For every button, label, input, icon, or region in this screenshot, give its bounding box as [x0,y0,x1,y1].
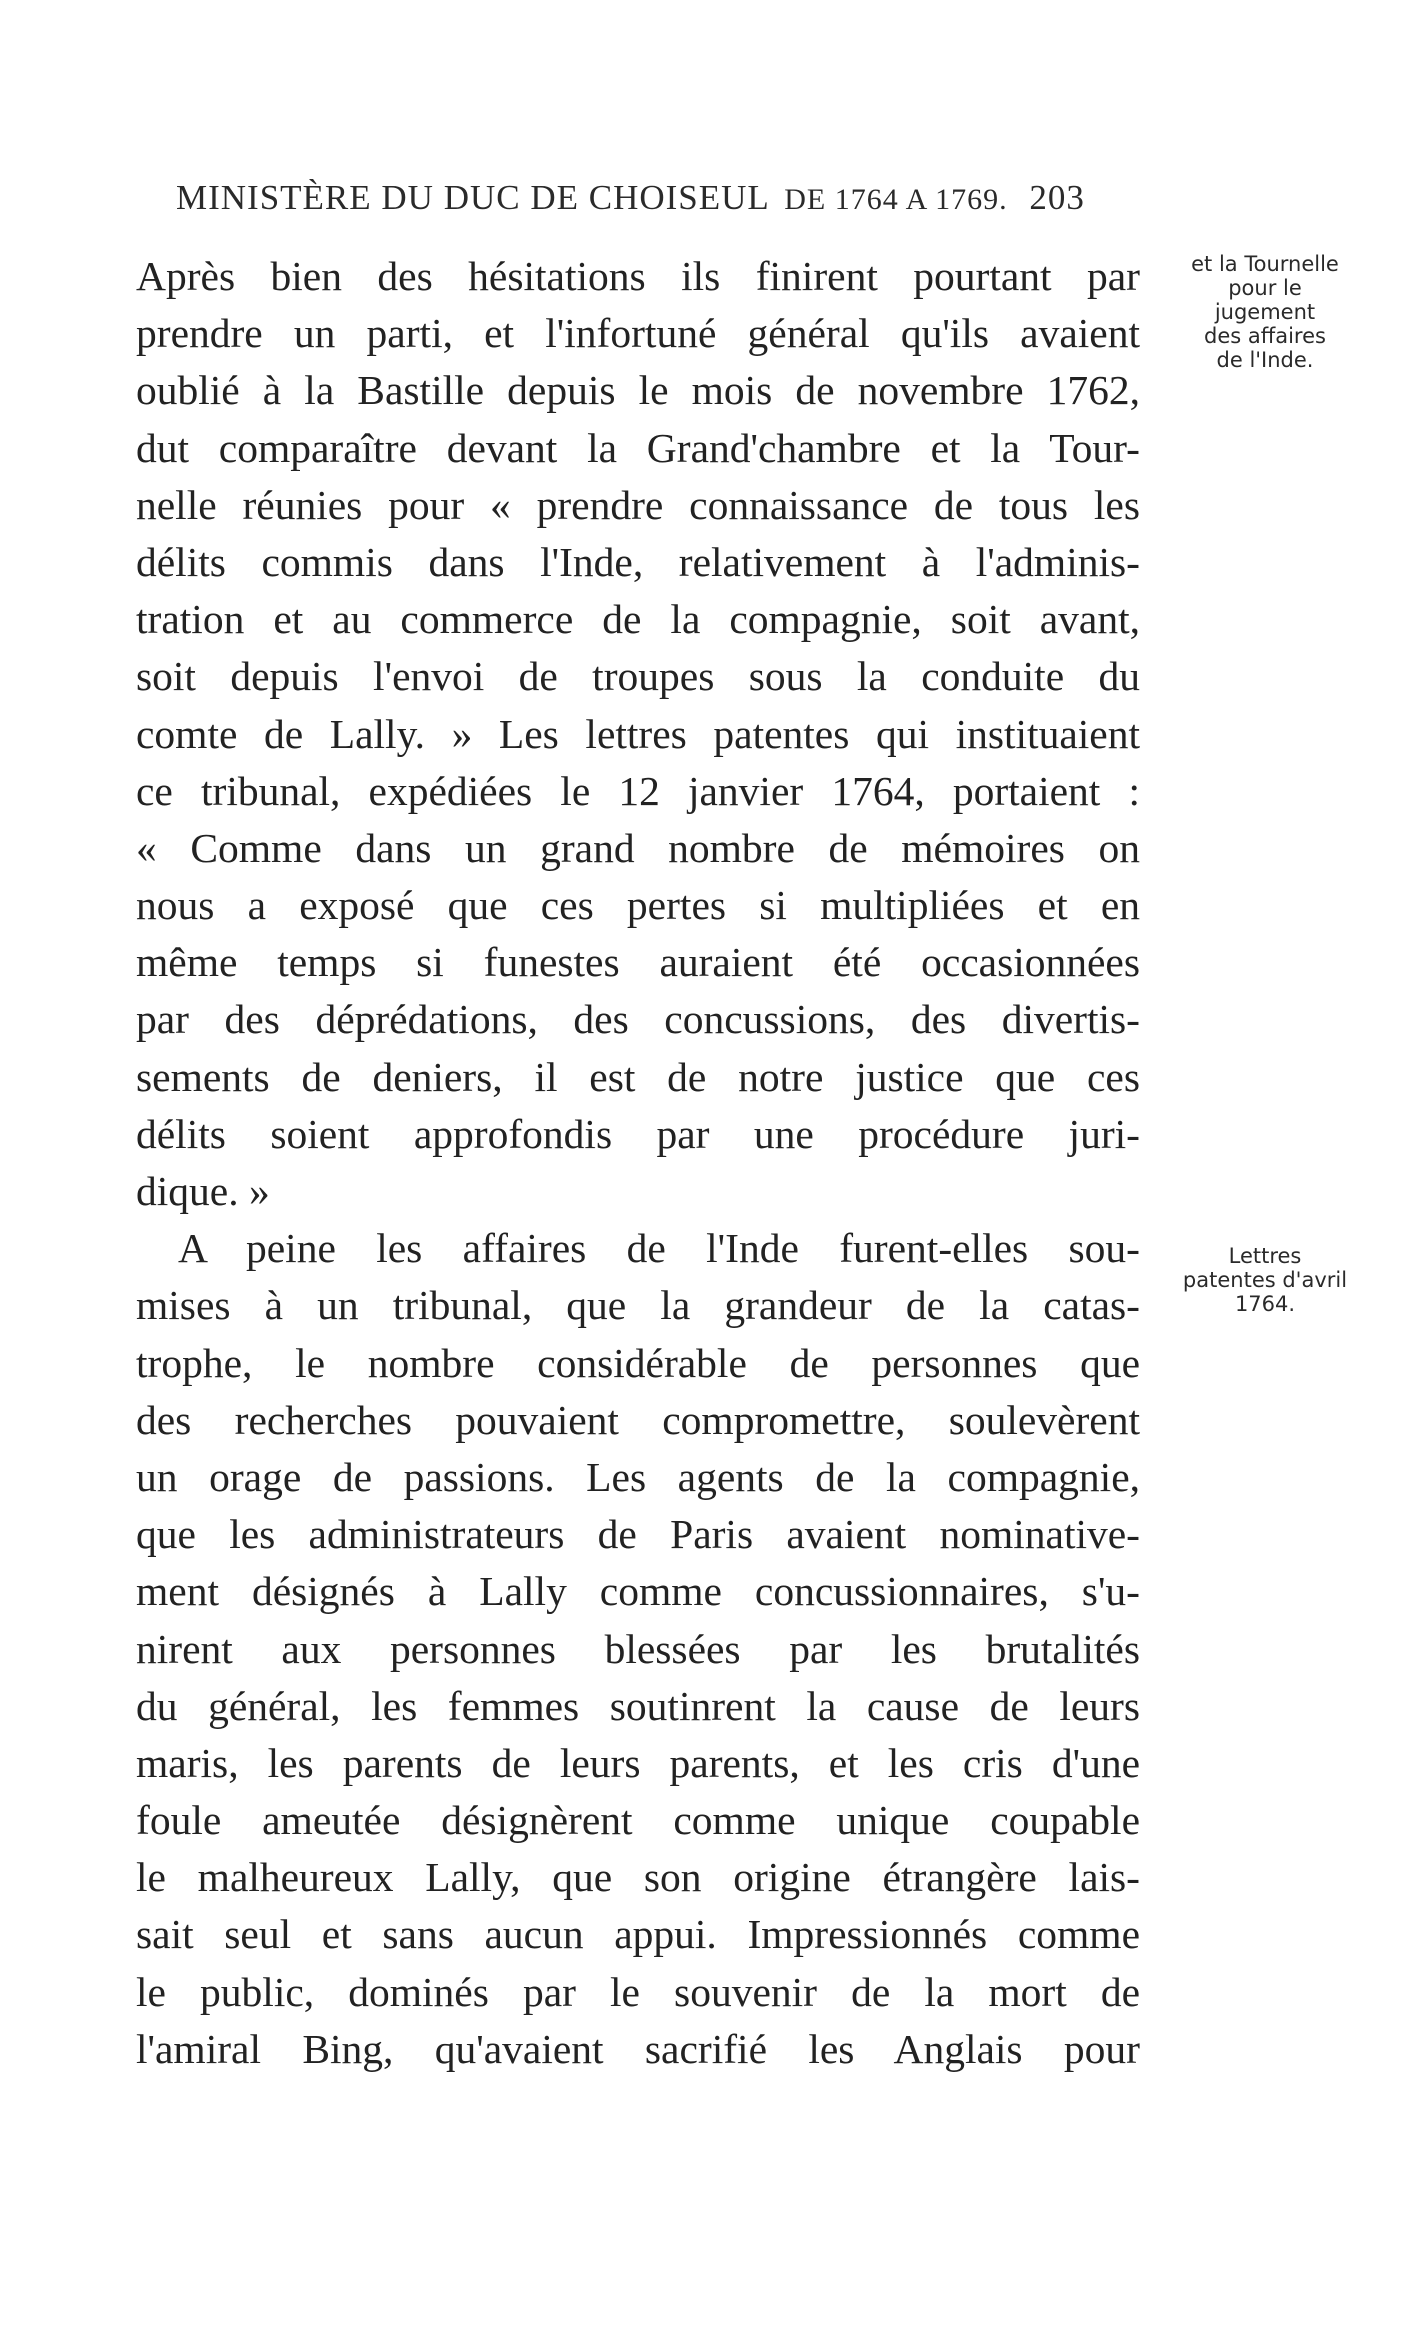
text-line: A peine les affaires de l'Inde furent-elles sou- [178,1225,1140,1272]
text-line: du général, les femmes soutinrent la cause de leurs [136,1682,1140,1729]
text-line: un orage de passions. Les agents de la compagnie, [136,1453,1140,1500]
text-line: que les administrateurs de Paris avaient nominative- [136,1511,1140,1558]
running-head-title: MINISTÈRE DU DUC DE CHOISEUL [176,178,769,217]
marginal-line: de l'Inde. [1216,348,1314,372]
marginal-note-tournelle [1150,252,1380,372]
marginal-line: 1764. [1234,1292,1296,1316]
text-line: foule ameutée désignèrent comme unique coupable [136,1797,1140,1844]
text-line: ce tribunal, expédiées le 12 janvier 1764, portaient : [136,767,1140,814]
text-line: prendre un parti, et l'infortuné général qu'ils avaient [136,310,1140,357]
marginal-line: Lettres [1228,1244,1302,1268]
text-line: soit depuis l'envoi de troupes sous la conduite du [136,653,1140,700]
running-head-dates: DE 1764 A 1769. [784,183,1008,216]
text-line: nirent aux personnes blessées par les brutalités [136,1625,1140,1672]
text-line: « Comme dans un grand nombre de mémoires on [136,824,1140,871]
text-line: maris, les parents de leurs parents, et les cris d'une [136,1739,1140,1786]
running-head [176,178,1136,218]
text-line: comte de Lally. » Les lettres patentes qui instituaient [136,710,1140,757]
text-line: l'amiral Bing, qu'avaient sacrifié les Anglais pour [136,2025,1140,2072]
text-line: trophe, le nombre considérable de personnes que [136,1339,1140,1386]
text-line: oublié à la Bastille depuis le mois de novembre 1762, [136,367,1140,414]
text-line: le malheureux Lally, que son origine étrangère lais- [136,1854,1140,1901]
text-line: même temps si funestes auraient été occasionnées [136,939,1140,986]
paragraph-1 [136,248,1140,1220]
text-line: nous a exposé que ces pertes si multipliées et en [136,882,1140,929]
text-line: des recherches pouvaient compromettre, soulevèrent [136,1396,1140,1443]
text-line: tration et au commerce de la compagnie, soit avant, [136,596,1140,643]
text-line: le public, dominés par le souvenir de la mort de [136,1968,1140,2015]
marginal-line: pour le [1228,276,1302,300]
text-line: mises à un tribunal, que la grandeur de la catas- [136,1282,1140,1329]
text-line: Après bien des hésitations ils finirent pourtant par [136,253,1140,299]
text-line: par des déprédations, des concussions, des divertis- [136,996,1140,1043]
marginal-line: des affaires [1204,324,1326,348]
text-line: délits soient approfondis par une procédure juri- [136,1110,1140,1157]
marginal-line: et la Tournelle [1191,252,1339,276]
text-line: sait seul et sans aucun appui. Impressionnés comme [136,1911,1140,1958]
marginal-line: jugement [1214,300,1316,324]
marginal-note-lettres-patentes [1150,1244,1380,1316]
text-line: dique. » [136,1168,270,1214]
body-text [136,248,1140,2078]
text-line: délits commis dans l'Inde, relativement à l'adminis- [136,538,1140,585]
text-line: ment désignés à Lally comme concussionnaires, s'u- [136,1568,1140,1615]
text-line: sements de deniers, il est de notre justice que ces [136,1053,1140,1100]
text-line: nelle réunies pour « prendre connaissance de tous les [136,481,1140,528]
text-line: dut comparaître devant la Grand'chambre et la Tour- [136,424,1140,471]
page-number: 203 [1029,178,1085,217]
paragraph-2 [136,1220,1140,2078]
marginal-line: patentes d'avril [1182,1268,1348,1292]
